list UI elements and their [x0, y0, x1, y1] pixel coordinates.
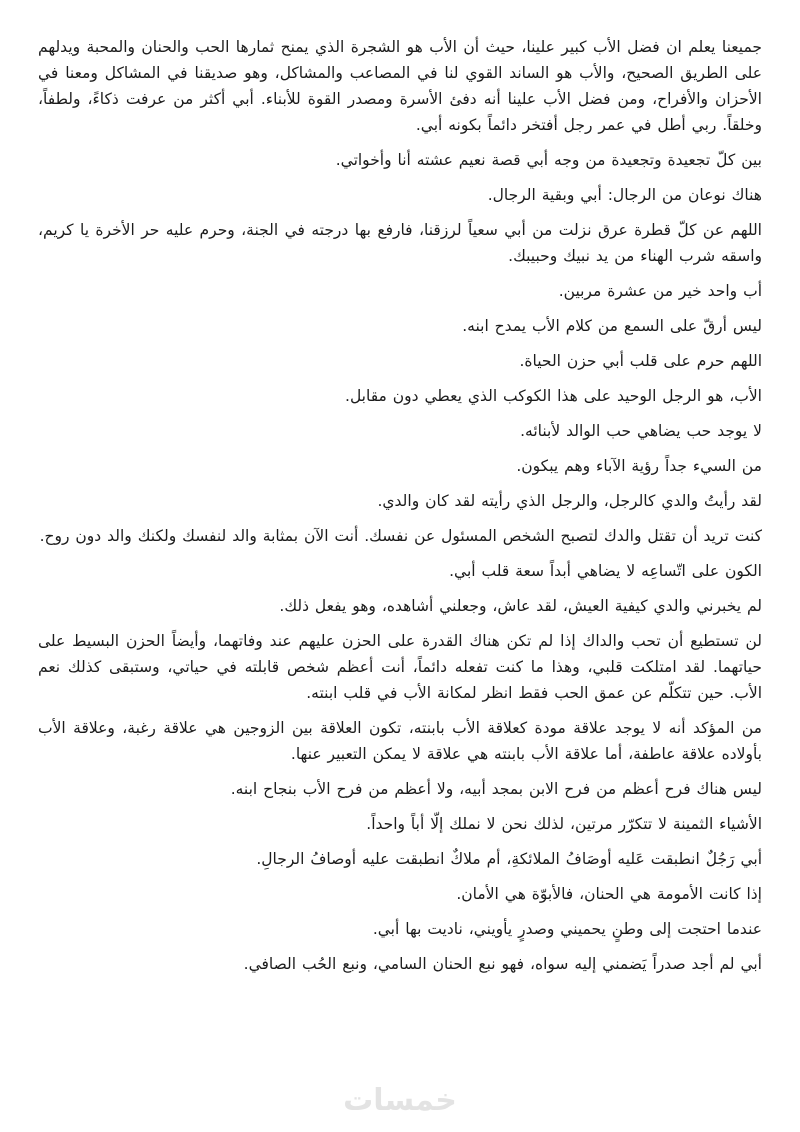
- quote-paragraph: اللهم عن كلّ قطرة عرق نزلت من أبي سعياً لرزقنا، فارفع بها درجته في الجنة، وحرم عليه حر الأخرة يا كريم، واسقه شرب الهناء من يد نبيك وحبيبك.: [38, 221, 762, 265]
- quote-paragraph: اللهم حرم على قلب أبي حزن الحياة.: [519, 352, 762, 370]
- quote-paragraph: إذا كانت الأمومة هي الحنان، فالأبوّة هي الأمان.: [456, 885, 762, 903]
- quote-paragraph: لا يوجد حب يضاهي حب الوالد لأبنائه.: [520, 422, 762, 440]
- quote-paragraph: الأشياء الثمينة لا تتكرّر مرتين، لذلك نحن لا نملك إلّا أباً واحداً.: [366, 815, 762, 833]
- quote-paragraph: عندما احتجت إلى وطنٍ يحميني وصدرٍ يأويني، ناديت بها أبي.: [372, 920, 762, 938]
- quote-paragraph: هناك نوعان من الرجال: أبي وبقية الرجال.: [487, 186, 762, 204]
- quote-paragraph: من المؤكد أنه لا يوجد علاقة مودة كعلاقة الأب بابنته، تكون العلاقة بين الزوجين هي علاقة رغبة، وعلاقة الأب بأولاده علاقة عاطفة، أما علاقة الأب بابنته هي علاقة لا يمكن التعبير عنها.: [38, 719, 762, 763]
- quote-paragraph-intro: جميعنا يعلم ان فضل الأب كبير علينا، حيث أن الأب هو الشجرة الذي يمنح ثمارها الحب والحنان والمحبة ويدلهم على الطريق الصحيح، والأب هو الساند القوي لنا في المصاعب والمشاكل، وهو صديقنا في المشاكل ومعنا في الأحزان والأفراح، ومن فضل الأب علينا أنه دفئ الأسرة ومصدر القوة للأبناء. أبي أكثر من عرفت ذكاءً، ولطفاً، وخلقاً. ربي أطل في عمر رجل أفتخر دائماً بكونه أبي.: [38, 38, 762, 134]
- quote-paragraph: أبي لم أجد صدراً يَضمني إليه سواه، فهو نبع الحنان السامي، ونبع الحُب الصافي.: [243, 955, 762, 973]
- quote-paragraph: أبي رَجُلٌ انطبقت عَليه أوصَافُ الملائكةِ، أم ملاكٌ انطبقت عليه أوصافُ الرجالِ.: [256, 850, 762, 868]
- khamsat-watermark: خمسات: [343, 1083, 457, 1118]
- quote-paragraph: بين كلّ تجعيدة وتجعيدة من وجه أبي قصة نعيم عشته أنا وأخواتي.: [335, 151, 762, 169]
- quote-paragraph: لن تستطيع أن تحب والداك إذا لم تكن هناك القدرة على الحزن عليهم عند وفاتهما، وأيضاً الحزن البسيط على حياتهما. لقد امتلكت قلبي، وهذا ما كنت تفعله دائماً، أنت أعظم شخص قابلته في حياتي، وستبقى كذلك نعم الأب. حين تتكلّم عن عمق الحب فقط انظر لمكانة الأب في قلب ابنته.: [38, 632, 762, 702]
- quote-paragraph: الكون على اتّساعِه لا يضاهي أبداً سعة قلب أبي.: [449, 562, 762, 580]
- quote-paragraph: ليس هناك فرح أعظم من فرح الابن بمجد أبيه، ولا أعظم من فرح الأب بنجاح ابنه.: [230, 780, 762, 798]
- quote-paragraph: ليس أرقّ على السمع من كلام الأب يمدح ابنه.: [462, 317, 762, 335]
- quote-paragraph: لقد رأيتُ والدي كالرجل، والرجل الذي رأيته لقد كان والدي.: [377, 492, 762, 510]
- quote-paragraph: لم يخبرني والدي كيفية العيش، لقد عاش، وجعلني أشاهده، وهو يفعل ذلك.: [279, 597, 762, 615]
- quote-paragraph: من السيء جداً رؤية الآباء وهم يبكون.: [516, 457, 762, 475]
- quote-paragraph: أب واحد خير من عشرة مربين.: [558, 282, 762, 300]
- quote-paragraph: الأب، هو الرجل الوحيد على هذا الكوكب الذي يعطي دون مقابل.: [345, 387, 762, 405]
- quote-paragraph: كنت تريد أن تقتل والدك لتصبح الشخص المسئول عن نفسك. أنت الآن بمثابة والد لنفسك ولكنك والد دون روح.: [39, 527, 762, 545]
